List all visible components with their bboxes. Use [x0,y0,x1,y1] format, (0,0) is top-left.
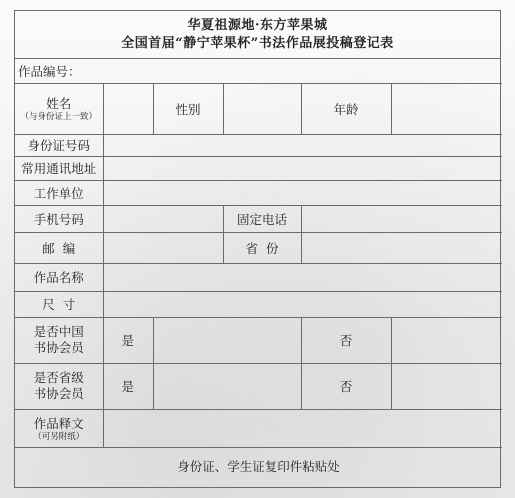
address-label: 常用通讯地址 [15,156,103,180]
work-unit-field[interactable] [103,180,502,205]
interpretation-label-cell [15,409,103,447]
form-table [15,59,502,484]
cn-member-no[interactable]: 否 [301,317,391,363]
size-field[interactable] [103,291,502,317]
gender-field[interactable] [223,83,301,134]
postcode-label: 邮 编 [15,232,103,263]
prov-member-label [15,363,103,409]
mobile-field[interactable] [103,205,223,232]
work-title-label: 作品名称 [15,263,103,291]
name-note: （与身份证上一致） [20,112,97,122]
prov-member-yes-field[interactable] [153,363,301,409]
cn-member-label-line2: 书协会员 [33,340,84,355]
prov-member-yes[interactable]: 是 [103,363,153,409]
row-id-number [15,134,502,156]
form-title-line1: 华夏祖源地·东方苹果城 [187,17,328,33]
mobile-label: 手机号码 [15,205,103,232]
age-field[interactable] [391,83,502,134]
name-label: 姓名 [46,96,72,111]
postcode-field[interactable] [103,232,223,263]
work-title-field[interactable] [103,263,502,291]
cn-member-yes-field[interactable] [153,317,301,363]
id-number-field[interactable] [103,134,502,156]
size-label: 尺 寸 [15,291,103,317]
prov-member-no-field[interactable] [391,363,502,409]
row-work-number [15,59,502,83]
row-id-paste [15,447,502,484]
province-field[interactable] [301,232,502,263]
row-interpretation [15,409,502,447]
row-work-title [15,263,502,291]
form-title-line2: 全国首届“静宁苹果杯”书法作品展投稿登记表 [121,35,394,51]
row-phone [15,205,502,232]
name-label-cell [15,83,103,134]
age-label: 年龄 [301,83,391,134]
registration-form [14,10,501,488]
interpretation-note: （可另附纸） [33,431,85,442]
id-number-label: 身份证号码 [15,134,103,156]
work-unit-label: 工作单位 [15,180,103,205]
interpretation-field[interactable] [103,409,502,447]
prov-member-no[interactable]: 否 [301,363,391,409]
name-field[interactable] [103,83,153,134]
id-paste-area[interactable]: 身份证、学生证复印件粘贴处 [15,447,502,484]
prov-member-label-line1: 是否省级 [33,370,84,385]
row-cn-member [15,317,502,363]
interpretation-label: 作品释文 [33,415,84,431]
address-field[interactable] [103,156,502,180]
row-address [15,156,502,180]
province-label: 省 份 [223,232,301,263]
cn-member-yes[interactable]: 是 [103,317,153,363]
gender-label: 性别 [153,83,223,134]
landline-label: 固定电话 [223,205,301,232]
cn-member-label-line1: 是否中国 [33,324,84,339]
row-prov-member [15,363,502,409]
row-postcode [15,232,502,263]
landline-field[interactable] [301,205,502,232]
cn-member-no-field[interactable] [391,317,502,363]
row-work-unit [15,180,502,205]
work-number-label: 作品编号： [15,59,502,83]
row-size [15,291,502,317]
row-name [15,83,502,134]
form-title [15,11,500,59]
cn-member-label [15,317,103,363]
prov-member-label-line2: 书协会员 [33,386,84,401]
